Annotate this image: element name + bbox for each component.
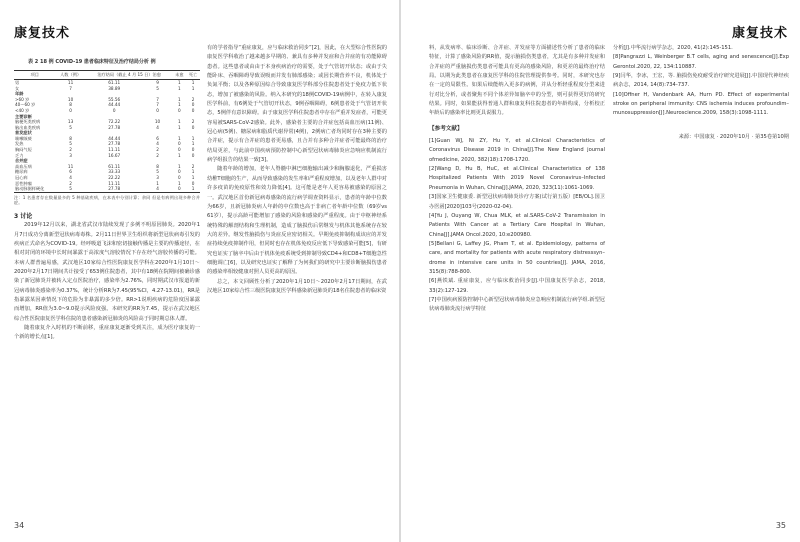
reference: [7]中国疾病预防控制中心新型冠状病毒肺炎应急响应机制流行病学组.新型冠状病毒肺炎流行病学特征 xyxy=(429,296,605,313)
table-cell-label: 恶性肿瘤 xyxy=(15,180,32,186)
right-column-1 xyxy=(429,44,605,315)
right-page xyxy=(401,0,800,542)
table-cell-pct: 27.78 xyxy=(108,141,121,147)
table-cell-n: 0 xyxy=(69,107,72,113)
table-cell-a: 0 xyxy=(156,107,159,113)
table-cell-c: 0 xyxy=(191,152,195,158)
paragraph: 2019年12月以来，湖北省武汉市陆续发现了多例不明原因肺炎。2020年1月7日成功分离新型冠状病毒毒株。2月11日世界卫生组织将新型冠状病毒引发的疾病正式命名为COVID-19。经呼吸道飞沫和密切接触传播是主要的传播途径，在相对封闭的环境中长时间暴露于高浓度气溶胶情况下存在经气溶胶传播的可能。本病人群普遍易感，武汉地区10家综合性医院康复医学科在2020年1月10日～2020年2月17日期间共计接受了653例住院患者，其中有18例在院期间被确诊感染了新冠肺炎并被转入定点医院治疗，感染率为2.76%，同时期武汉市报道的新冠病毒肺炎感染率为0.37%，统计分析RR为7.45(95%CI，4.27-13.01)，RR是指暴露某因素情况下的危险为非暴露的多少倍。RR>1说明疾病的危险度因暴露而增加，RR值为3.0~9.0提示风险度强。本研究的RR为7.45，提示在武汉地区综合性医院康复医学科住院的患者感染新冠肺炎的风险高于同时期总体人群。 xyxy=(14,222,200,322)
section-discussion-heading: 3 讨论 xyxy=(14,212,33,220)
table-cell-pct: 11.11 xyxy=(108,180,121,186)
table-cell-label: 脑动脉粥样硬化 xyxy=(14,186,55,192)
table-cell-n: 5 xyxy=(69,141,72,147)
table-cell-pct: 44.44 xyxy=(108,102,121,108)
table-cell-n: 6 xyxy=(69,169,72,175)
table-cell-label: 咳嗽咳痰 xyxy=(15,135,32,141)
table-cell-b: 1 xyxy=(178,135,181,141)
table-cell-label: 男 xyxy=(15,79,20,85)
table-cell-b: 1 xyxy=(178,180,181,186)
table-group-label: 首发症状 xyxy=(15,130,32,136)
table-cell-n: 2 xyxy=(69,147,72,153)
reference: [1]Guan WJ, Ni ZY, Hu Y, et al.Clinical Characteristics of Coronavirus Disease 2019 in China[J].The New England journal ofmedicine, 2020, 382(18):1708-1720. xyxy=(429,138,605,163)
paragraph: 随着康复介入时机的不断前移，重症康复逐渐受到关注，成为医疗康复的一个新的增长点[1]。 xyxy=(14,324,200,341)
table-cell-b: 0 xyxy=(178,147,181,153)
left-column-1 xyxy=(14,58,200,343)
table-cell-n: 5 xyxy=(69,124,72,130)
reference: [6]燕铁斌. 重症康复，应与临床救治同步[J].中国康复医学杂志，2018, 33(2):127-129. xyxy=(429,278,605,294)
table-cell-c: 1 xyxy=(191,175,195,181)
table-cell-n: 3 xyxy=(69,152,72,158)
table-cell-b: 0 xyxy=(178,175,181,181)
reference: [3]国家卫生健康委. 新型冠状病毒肺炎诊疗方案(试行第五版）[EB/OL].国卫办医函[2020]103号(2020-02-04). xyxy=(429,194,605,210)
table-cell-c: 0 xyxy=(191,147,195,153)
table-cell-pct: 22.22 xyxy=(108,175,121,181)
table-cell-a: 2 xyxy=(156,147,159,153)
reference: [9]闫华，李冰，王宏，等. 脑损伤免疫耐受治疗研究进展[J].中国现代神经疾病杂志，2014, 14(8):734-737. xyxy=(613,73,789,89)
table-header-outcome: 治疗结局（截止 4 月 15 日）治愈 xyxy=(86,71,173,80)
clinical-table xyxy=(14,70,200,192)
table-group-label: 合并症 xyxy=(15,158,28,164)
table-cell-label: 糖尿病 xyxy=(15,169,28,175)
table-cell-a: 10 xyxy=(154,119,161,125)
table-cell-n: 8 xyxy=(69,102,72,108)
table-cell-pct: 27.78 xyxy=(86,186,143,192)
paragraph: 总之，本文回顾性分析了2020年1月10日～2020年2月17日期间，在武汉地区10家综合性三级医院康复医学科感染新冠肺炎的18名住院患者的临床资 xyxy=(207,278,387,294)
table-cell-label: 脑梗死类疾病 xyxy=(15,119,41,125)
table-cell-label: 冠心病 xyxy=(15,175,28,181)
reference: [2]Wang D, Hu B, HuC, et al.Clinical Characteristics of 138 Hospitalized Patients With 2019 Novel Coronavirus–Infected Pneumonia in Wuhan, China[J].JAMA, 2020, 323(11):1061-1069. xyxy=(429,166,605,191)
table-cell-c: 1 xyxy=(191,85,195,91)
table-cell-a: 5 xyxy=(156,85,159,91)
table-cell-a: 2 xyxy=(156,152,159,158)
table-cell-b: 1 xyxy=(178,152,181,158)
table-cell-b: 1 xyxy=(178,85,181,91)
table-header-death: 死亡 xyxy=(186,71,200,80)
reference: [5]Bellani G, Laffey JG, Pham T, et al. Epidemiology, patterns of care, and mortality for patients with acute respiratory distresssyn–drome in intensive care units in 50 countries[J]. JAMA, 2016, 315(8):788-800. xyxy=(429,240,605,275)
table-cell-label: 发热 xyxy=(15,141,24,147)
table-group-label: 年龄 xyxy=(15,91,24,97)
paragraph: 料，从发病率、临床诊断、合并症、并发症等方面描述性分析了患者的临床特征，计算了感染风险的RR值，提示脑损伤类患者，尤其是有多种并发症和合并症的严重脑损伤类患者可能具有更高的感染风险，和更差的最终治疗结局。以期为此类患者在康复医学科的住院管理提供参考。同时，本研究也存在一定的局限性。如果后续能纳入更多的病例，并从分析轻重程度分型来进行对比分析，或者聚焦不同个体差异如脑卒中的分型，则可获得更好的研究结果。同时，如果能获得普通人群和康复科住院患者的年龄构成，分析校正年龄后的感染率比则更具说服力。 xyxy=(429,45,605,117)
table-cell-pct: 33.33 xyxy=(108,169,121,175)
table-cell-a: 9 xyxy=(156,79,159,85)
table-cell-c: 1 xyxy=(191,141,195,147)
table-cell-c: 1 xyxy=(191,135,195,141)
table-group-label: 主要诊断 xyxy=(15,113,32,119)
table-cell-a: 4 xyxy=(156,124,159,130)
table-header-count: 人数（例） xyxy=(55,71,85,80)
table-cell-a: 1 xyxy=(156,180,159,186)
table-cell-b: 0 xyxy=(178,107,181,113)
reference: 分析[J].中华流行病学杂志，2020, 41(2):145-151. xyxy=(613,45,733,51)
table-cell-n: 10 xyxy=(67,96,74,102)
table-note: 注：1 名患者存在数量最多的 5 种基础疾病，在本表中分别计算；余同 但是有病例出现多种合并症。 xyxy=(14,194,200,206)
table-cell-a: 4 xyxy=(156,141,159,147)
reference: [8]Pangrazzi L, Weinberger B.T cells, aging and senescence[J].Exp Gerontol.2020, 22, 134:110887. xyxy=(613,54,789,70)
table-cell-pct: 55.56 xyxy=(108,96,121,102)
table-header-item: 项目 xyxy=(14,71,55,80)
reference: [4]Yu J, Ouyang W, Chua MLK, et al.SARS-CoV-2 Transmission in Patients With Cancer at a Tertiary Care Hospital in Wuhan, China[J].JAMA Oncol.2020, 10:e200980. xyxy=(429,212,605,238)
table-cell-label: 胸闷气短 xyxy=(15,147,32,153)
table-cell-n: 2 xyxy=(69,180,72,186)
table-cell-c: 0 xyxy=(191,124,195,130)
table-cell-a: 6 xyxy=(156,135,159,141)
table-cell-pct: 11.11 xyxy=(108,147,121,153)
table-cell-label: 脑出血类疾病 xyxy=(15,124,41,130)
table-cell-pct: 72.22 xyxy=(108,119,121,125)
table-cell-b: 1 xyxy=(178,102,181,108)
table-cell-c: 1 xyxy=(186,186,200,192)
table-cell-b: 0 xyxy=(178,169,181,175)
table-cell-c: 2 xyxy=(191,119,195,125)
right-column-2 xyxy=(613,44,789,142)
table-cell-c: 0 xyxy=(191,180,195,186)
table-cell-b: 1 xyxy=(178,96,181,102)
table-caption: 表 2 18 例 COVID-19 患者临床特征及治疗结局分析 例 xyxy=(28,59,156,65)
table-cell-a: 3 xyxy=(156,175,159,181)
table-cell-c: 0 xyxy=(191,102,195,108)
paragraph: 随着年龄的增加，老年人脊髓中淋巴细胞输出减少和胸腺退化，严重损害幼稚T细胞的生产，从而导致感染的发生率和严重程度增加，以及老年人群中对许多疫苗的免疫原性和效力降低[4]。这可能是老年人更容易被感染的原因之一。武汉地区首份新冠病毒感染的流行病学调查资料显示，患者的年龄中位数为66岁，且新冠肺炎病人年龄的中位数也高于非病亡者年龄中位数（69岁vs 61岁），提示高龄可能增加了感染的风险和感染的严重程度。由于中枢神经系统特殊的解剖结构和生理机制，造成了脑损伤后常继发与机体其他系统存在较大的差异。继发性脑损伤与炎症反应密切相关。早期免疫抑制构成该应的并发症持续免疫抑制作用，但同时也存在机体免疫反应低下导致感染可能[5]，有研究也证实了脑卒中后由于机体免疫系统受到抑制导致CD4+和CD8+T细胞急性细胞调亡[6]，以及研究也证实了解释了为何我们的研究中主要诊断脑损伤患者的感染率相较健康对照人员更高的原因。 xyxy=(207,166,387,276)
table-cell-n: 7 xyxy=(69,85,72,91)
journal-title-left: 康复技术 xyxy=(14,26,71,41)
table-cell-label: 高血压病 xyxy=(15,163,32,169)
table-cell-n: 8 xyxy=(69,135,72,141)
table-cell-b: 0 xyxy=(172,186,186,192)
table-cell-pct: 27.78 xyxy=(108,124,121,130)
table-cell-pct: 0 xyxy=(112,107,116,113)
table-cell-label: 女 xyxy=(15,85,20,91)
table-cell-b: 1 xyxy=(178,163,181,169)
table-cell-n: 4 xyxy=(69,175,72,181)
table-cell-pct: 44.44 xyxy=(108,135,121,141)
table-header-not-cured: 未愈 xyxy=(172,71,186,80)
table-cell-c: 0 xyxy=(191,107,195,113)
table-row xyxy=(14,186,200,192)
reference: [10]Offner H, Vandenbark AA, Hurn PD. Effect of experimental stroke on peripheral immunity: CNS ischemia induces profoundim–munosuppression[J].Neuroscience.2009, 158(3):1098-1111. xyxy=(613,91,789,117)
table-cell-n: 13 xyxy=(67,119,74,125)
table-cell-b: 1 xyxy=(178,124,181,130)
left-page xyxy=(0,0,399,542)
page-number-left: 34 xyxy=(14,521,25,530)
table-cell-b: 0 xyxy=(178,141,181,147)
journal-title-right: 康复技术 xyxy=(731,26,788,41)
references-heading: 【参考文献】 xyxy=(429,125,463,132)
table-cell-c: 1 xyxy=(191,79,195,85)
table-cell-n: 11 xyxy=(67,163,74,169)
table-cell-pct: 61.11 xyxy=(108,163,121,169)
source-line: 来源：中国康复 · 2020年10月 · 第35卷第10期 xyxy=(678,133,789,140)
table-cell-b: 1 xyxy=(178,79,181,85)
page-number-right: 35 xyxy=(775,521,786,530)
table-cell-label: <40 岁 xyxy=(15,107,30,113)
table-cell-pct: 38.89 xyxy=(108,85,121,91)
table-cell-pct: 16.67 xyxy=(108,152,121,158)
table-cell-pct: 61.11 xyxy=(108,79,121,85)
table-cell-a: 7 xyxy=(156,96,159,102)
table-cell-c: 2 xyxy=(191,96,195,102)
paragraph: 有的学者指导“重症康复，应与临床救治同步”[2]，因此，在大型综合性医院的康复医学科收治了越来越多早期的、兼具有多种并发症和合并症的有功能障碍患者。这些患者或由由于本身疾病治疗的需要，处于气管切开状态；或由于失能卧床、吞咽障碍导致误吸而并发有肺部感染；或因长期营养不良，机体处于负氮平衡；以及各种原因综合导致康复医学科部分住院患者处于免疫力低下状态，增加了被感染的风险。纳入本研究的18例COVID-19病例中，在转入康复医学科前，有6例处于气管切开状态，9例吞咽障碍，6例患者处于气管切开状态，5例伴有意识障碍。由于康复医学科住院患者中存在严重并发症者，可能更容易被SARS-CoV-2感染。此外，感染者主要的合并症包括高血压病(11例)、冠心病(5例)、糖尿病和脂质代谢异常(4例)，2例病亡者均同时存在3种主要的合并症，提示有合并症的患者更易感，且合并有多种合并症者可能最终的治疗结局更差，与此前中国疾病预防控制中心新型冠状病毒肺炎应急响应机制流行病学组报告的结果一致[3]。 xyxy=(207,45,387,164)
table-cell-label: >60 岁 xyxy=(15,96,30,102)
table-cell-label: 乏力 xyxy=(15,152,24,158)
table-cell-a: 7 xyxy=(156,102,159,108)
table-cell-a: 5 xyxy=(156,169,159,175)
left-column-2 xyxy=(207,44,387,296)
table-cell-n: 11 xyxy=(67,79,74,85)
table-cell-b: 1 xyxy=(178,119,181,125)
table-cell-c: 1 xyxy=(191,169,195,175)
table-cell-c: 2 xyxy=(191,163,195,169)
table-cell-n: 5 xyxy=(55,186,85,192)
table-cell-a: 4 xyxy=(143,186,173,192)
table-cell-label: 40～60 岁 xyxy=(15,102,36,108)
table-cell-a: 8 xyxy=(156,163,159,169)
